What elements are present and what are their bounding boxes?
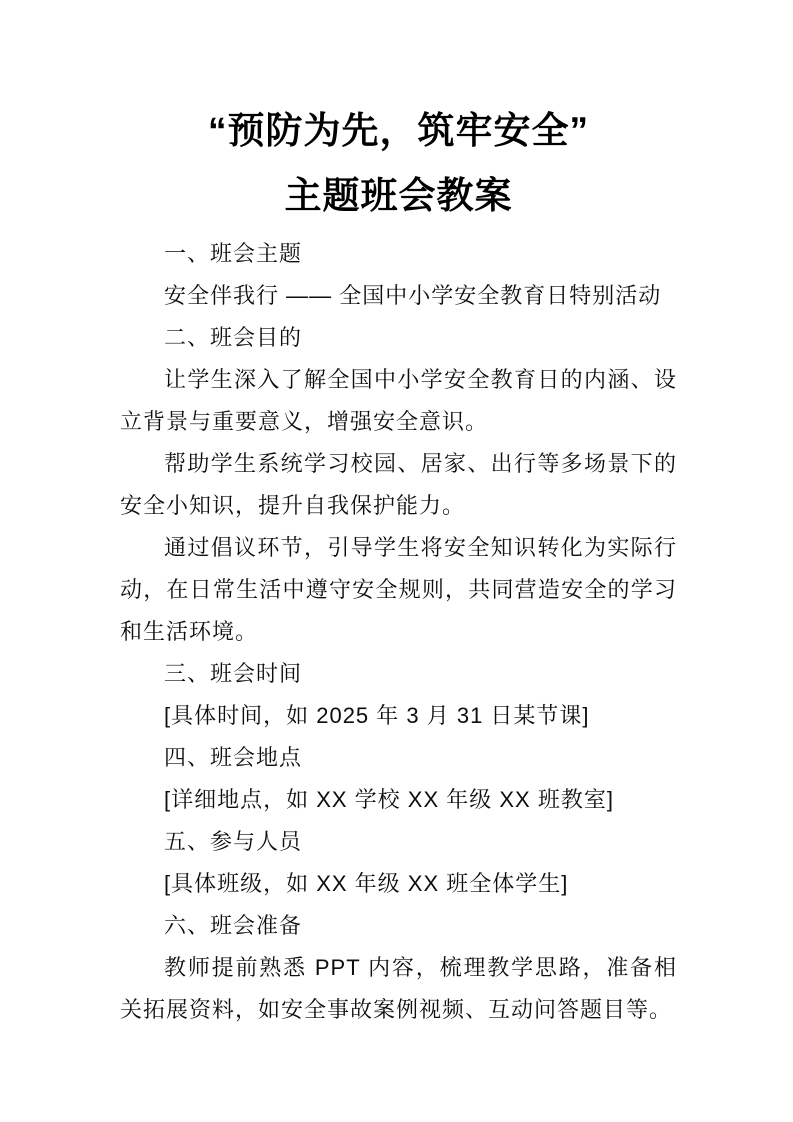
doc-paragraph-section-2-heading: 二、班会目的: [164, 325, 303, 350]
document-title-line-2: 主题班会教案: [284, 175, 513, 216]
doc-paragraph-purpose-3: 通过倡议环节，引导学生将安全知识转化为实际行动，在日常生活中遵守安全规则，共同营造安全的学习和生活环境。: [120, 535, 677, 644]
doc-paragraph-section-6-heading: 六、班会准备: [164, 913, 303, 938]
doc-paragraph-theme: 安全伴我行 —— 全国中小学安全教育日特别活动: [164, 283, 662, 308]
doc-paragraph-section-3-heading: 三、班会时间: [164, 661, 303, 686]
document-title: [120, 98, 677, 228]
doc-paragraph-purpose-2: 帮助学生系统学习校园、居家、出行等多场景下的安全小知识，提升自我保护能力。: [120, 451, 677, 518]
document-title-line-1: “预防为先，筑牢安全”: [208, 110, 589, 151]
doc-paragraph-section-5-heading: 五、参与人员: [164, 829, 303, 854]
doc-paragraph-place-placeholder: [详细地点，如 XX 学校 XX 年级 XX 班教室]: [164, 787, 614, 812]
doc-paragraph-section-1-heading: 一、班会主题: [164, 241, 303, 266]
doc-paragraph-time-placeholder: [具体时间，如 2025 年 3 月 31 日某节课]: [164, 703, 590, 728]
doc-paragraph-participants-placeholder: [具体班级，如 XX 年级 XX 班全体学生]: [164, 871, 569, 896]
doc-paragraph-purpose-1: 让学生深入了解全国中小学安全教育日的内涵、设立背景与重要意义，增强安全意识。: [120, 367, 677, 434]
doc-paragraph-section-4-heading: 四、班会地点: [164, 745, 303, 770]
doc-paragraph-preparation: 教师提前熟悉 PPT 内容，梳理教学思路，准备相关拓展资料，如安全事故案例视频、互动问答题目等。: [120, 955, 677, 1022]
document-body: [120, 233, 677, 1031]
